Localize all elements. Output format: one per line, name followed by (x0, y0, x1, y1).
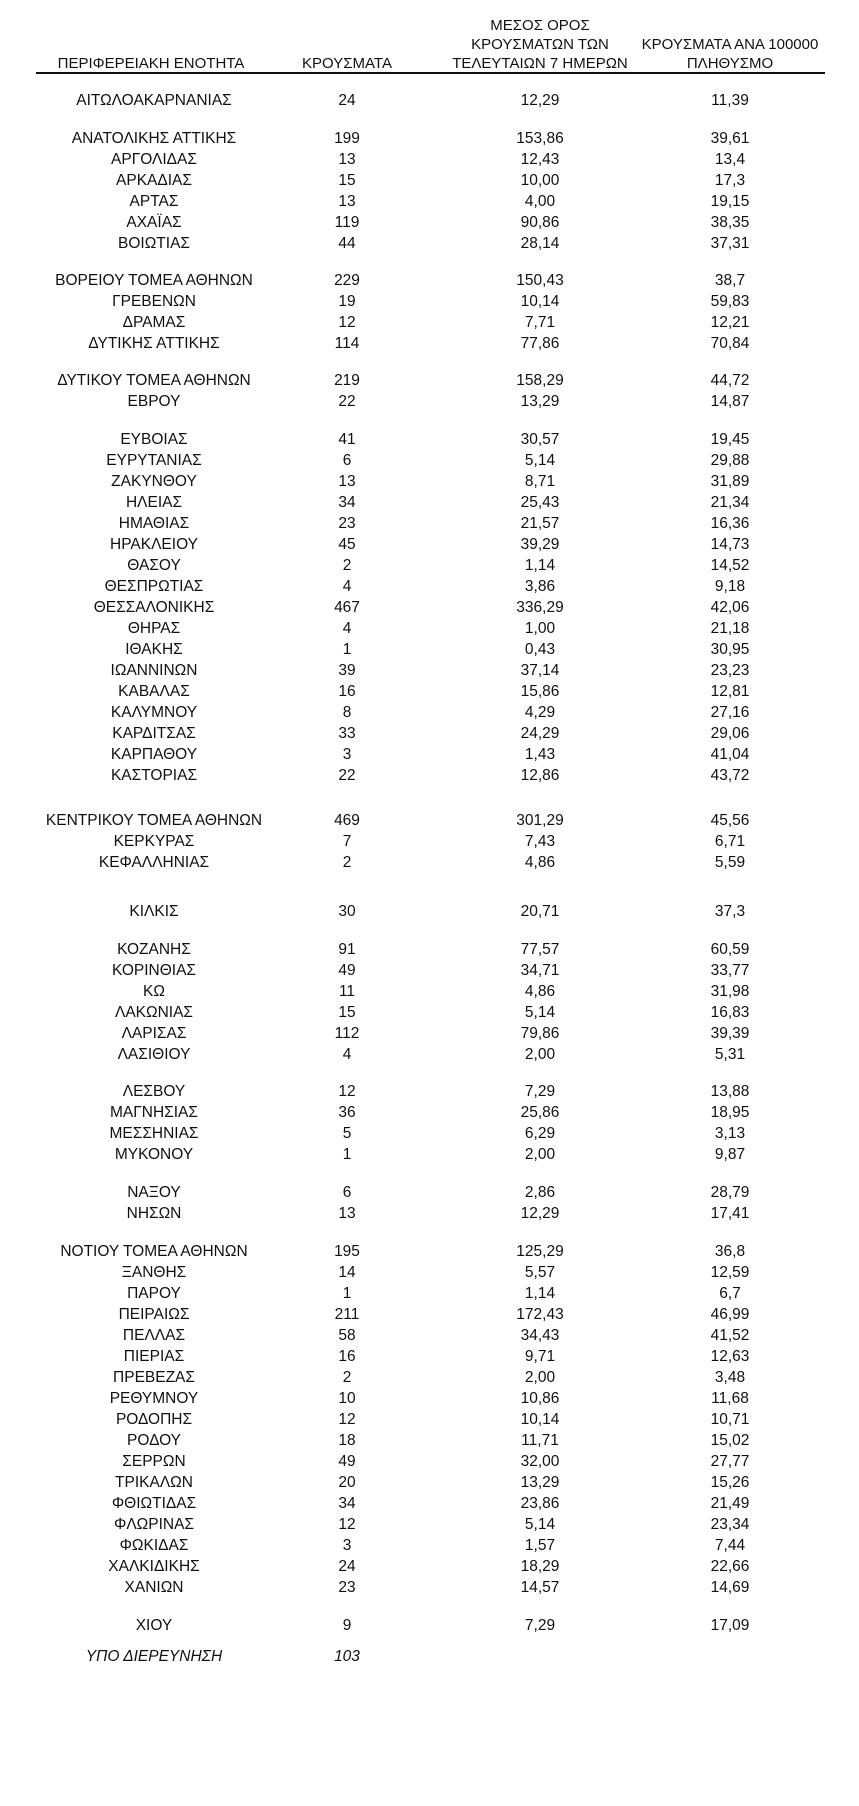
region-name: ΛΑΣΙΘΙΟΥ (117, 1046, 191, 1063)
avg-value: 301,29 (516, 812, 564, 829)
rate-value: 38,35 (710, 214, 750, 231)
cases-value: 467 (334, 599, 360, 616)
region-name: ΚΑΒΑΛΑΣ (118, 683, 190, 700)
avg-value: 10,00 (520, 172, 560, 189)
cases-value: 16 (338, 1348, 356, 1365)
avg-value: 12,43 (520, 151, 560, 168)
rate-value: 18,95 (710, 1104, 750, 1121)
rate-value: 21,34 (710, 494, 750, 511)
avg-value: 5,14 (524, 452, 556, 469)
cases-value: 13 (338, 473, 356, 490)
rate-value: 16,83 (710, 1004, 750, 1021)
cases-value: 1 (342, 1285, 352, 1302)
avg-value: 23,86 (520, 1495, 560, 1512)
rate-value: 41,04 (710, 746, 750, 763)
avg-value: 10,14 (520, 1411, 560, 1428)
avg-value: 11,71 (521, 1432, 559, 1449)
header-cases: ΚΡΟΥΣΜΑΤΑ (302, 55, 392, 72)
region-name: ΧΑΝΙΩΝ (124, 1579, 184, 1596)
avg-value: 5,14 (524, 1516, 556, 1533)
region-name: ΚΕΦΑΛΛΗΝΙΑΣ (98, 854, 210, 871)
rate-value: 17,09 (710, 1617, 750, 1634)
rate-value: 21,18 (710, 620, 750, 637)
avg-value: 6,29 (524, 1125, 556, 1142)
avg-value: 5,57 (524, 1264, 556, 1281)
region-name: ΡΟΔΟΠΗΣ (115, 1411, 193, 1428)
avg-value: 0,43 (524, 641, 556, 658)
region-name: ΠΑΡΟΥ (127, 1285, 181, 1302)
avg-value: 25,86 (520, 1104, 560, 1121)
avg-value: 34,71 (520, 962, 560, 979)
rate-value: 9,18 (714, 578, 746, 595)
avg-value: 13,29 (520, 393, 560, 410)
avg-value: 12,29 (520, 92, 560, 109)
avg-value: 30,57 (520, 431, 560, 448)
avg-value: 4,86 (524, 983, 556, 1000)
rate-value: 46,99 (710, 1306, 750, 1323)
cases-value: 23 (338, 1579, 356, 1596)
rate-value: 27,77 (710, 1453, 750, 1470)
cases-value: 6 (342, 1184, 352, 1201)
avg-value: 158,29 (516, 372, 564, 389)
region-name: ΠΕΙΡΑΙΩΣ (118, 1306, 190, 1323)
cases-value: 469 (334, 812, 360, 829)
rate-value: 41,52 (710, 1327, 750, 1344)
rate-value: 43,72 (710, 767, 750, 784)
region-name: ΤΡΙΚΑΛΩΝ (115, 1474, 193, 1491)
region-name: ΗΛΕΙΑΣ (125, 494, 183, 511)
avg-value: 14,57 (520, 1579, 560, 1596)
region-name: ΞΑΝΘΗΣ (121, 1264, 187, 1281)
avg-value: 10,86 (520, 1390, 560, 1407)
region-name: ΘΗΡΑΣ (127, 620, 181, 637)
region-name: ΙΩΑΝΝΙΝΩΝ (110, 662, 198, 679)
cases-value: 20 (338, 1474, 356, 1491)
cases-value: 199 (334, 130, 360, 147)
avg-value: 37,14 (520, 662, 560, 679)
rate-value: 6,7 (719, 1285, 741, 1302)
cases-value: 12 (338, 1516, 356, 1533)
region-name: ΜΕΣΣΗΝΙΑΣ (109, 1125, 199, 1142)
rate-value: 17,3 (714, 172, 746, 189)
avg-value: 20,71 (520, 903, 560, 920)
cases-value: 10 (338, 1390, 356, 1407)
avg-value: 5,14 (524, 1004, 556, 1021)
avg-value: 79,86 (520, 1025, 560, 1042)
region-name: ΚΟΖΑΝΗΣ (117, 941, 191, 958)
cases-value: 16 (338, 683, 356, 700)
cases-value: 34 (338, 1495, 356, 1512)
cases-value: 14 (338, 1264, 356, 1281)
rate-value: 59,83 (710, 293, 750, 310)
region-name: ΚΑΡΠΑΘΟΥ (110, 746, 198, 763)
cases-value: 49 (338, 962, 356, 979)
cases-value: 91 (338, 941, 356, 958)
avg-value: 28,14 (520, 235, 560, 252)
cases-value: 6 (342, 452, 352, 469)
region-name: ΔΥΤΙΚΗΣ ΑΤΤΙΚΗΣ (88, 335, 220, 352)
avg-value: 90,86 (520, 214, 560, 231)
cases-value: 1 (342, 641, 352, 658)
region-name: ΚΑΣΤΟΡΙΑΣ (110, 767, 198, 784)
avg-value: 7,43 (524, 833, 556, 850)
rate-value: 38,7 (714, 272, 746, 289)
avg-value: 9,71 (524, 1348, 556, 1365)
cases-value: 24 (338, 92, 356, 109)
region-name: ΗΡΑΚΛΕΙΟΥ (110, 536, 198, 553)
avg-value: 12,29 (520, 1205, 560, 1222)
cases-value: 11 (338, 983, 356, 1000)
region-name: ΚΑΛΥΜΝΟΥ (110, 704, 198, 721)
region-name: ΗΜΑΘΙΑΣ (118, 515, 190, 532)
region-name: ΝΗΣΩΝ (126, 1205, 182, 1222)
rate-value: 14,69 (710, 1579, 750, 1596)
cases-value: 3 (342, 1537, 352, 1554)
avg-value: 4,86 (524, 854, 556, 871)
region-name: ΑΙΤΩΛΟΑΚΑΡΝΑΝΙΑΣ (76, 92, 232, 109)
avg-value: 8,71 (524, 473, 556, 490)
rate-value: 60,59 (710, 941, 750, 958)
cases-value: 2 (342, 1369, 352, 1386)
region-name: ΘΑΣΟΥ (127, 557, 181, 574)
region-name: ΒΟΙΩΤΙΑΣ (118, 235, 190, 252)
avg-value: 153,86 (516, 130, 564, 147)
rate-value: 5,31 (714, 1046, 746, 1063)
avg-value: 1,00 (524, 620, 556, 637)
rate-value: 44,72 (710, 372, 750, 389)
avg-value: 39,29 (520, 536, 560, 553)
region-name: ΙΘΑΚΗΣ (125, 641, 183, 658)
header-avg (440, 16, 640, 73)
cases-value: 36 (338, 1104, 356, 1121)
cases-value: 34 (338, 494, 356, 511)
rate-value: 12,63 (710, 1348, 750, 1365)
region-name: ΔΥΤΙΚΟΥ ΤΟΜΕΑ ΑΘΗΝΩΝ (57, 372, 251, 389)
rate-value: 12,21 (710, 314, 750, 331)
region-name: ΡΕΘΥΜΝΟΥ (109, 1390, 199, 1407)
cases-value: 112 (334, 1025, 360, 1042)
cases-value: 41 (338, 431, 356, 448)
rate-value: 11,39 (711, 92, 749, 109)
rate-value: 14,73 (710, 536, 750, 553)
rate-value: 30,95 (710, 641, 750, 658)
header-rule (36, 72, 825, 74)
cases-value: 195 (334, 1243, 360, 1260)
cases-value: 15 (338, 1004, 356, 1021)
region-name: ΠΕΛΛΑΣ (122, 1327, 186, 1344)
avg-value: 10,14 (520, 293, 560, 310)
region-name: ΧΑΛΚΙΔΙΚΗΣ (108, 1558, 200, 1575)
cases-value: 30 (338, 903, 356, 920)
rate-value: 31,89 (710, 473, 750, 490)
region-name: ΛΑΚΩΝΙΑΣ (114, 1004, 194, 1021)
header-region: ΠΕΡΙΦΕΡΕΙΑΚΗ ΕΝΟΤΗΤΑ (57, 55, 245, 72)
cases-value: 2 (342, 557, 352, 574)
cases-value: 3 (342, 746, 352, 763)
rate-value: 17,41 (710, 1205, 750, 1222)
avg-value: 125,29 (516, 1243, 564, 1260)
rate-value: 39,39 (710, 1025, 750, 1042)
cases-value: 12 (338, 1411, 356, 1428)
cases-value: 114 (334, 335, 360, 352)
rate-value: 70,84 (710, 335, 750, 352)
cases-value: 12 (338, 1083, 356, 1100)
region-name: ΦΛΩΡΙΝΑΣ (113, 1516, 195, 1533)
header-rate-line: ΠΛΗΘΥΣΜΟ (686, 55, 774, 72)
region-name: ΘΕΣΠΡΩΤΙΑΣ (104, 578, 204, 595)
rate-value: 12,59 (710, 1264, 750, 1281)
region-name: ΑΡΓΟΛΙΔΑΣ (111, 151, 197, 168)
region-name: ΛΑΡΙΣΑΣ (121, 1025, 187, 1042)
cases-value: 5 (342, 1125, 352, 1142)
header-avg-line: ΤΕΛΕΥΤΑΙΩΝ 7 ΗΜΕΡΩΝ (452, 55, 628, 72)
rate-value: 22,66 (710, 1558, 750, 1575)
rate-value: 28,79 (710, 1184, 750, 1201)
header-rate (630, 35, 830, 73)
avg-value: 150,43 (516, 272, 564, 289)
cases-value: 58 (338, 1327, 356, 1344)
region-name: ΦΩΚΙΔΑΣ (119, 1537, 189, 1554)
rate-value: 3,13 (714, 1125, 746, 1142)
cases-value: 7 (342, 833, 352, 850)
rate-value: 7,44 (714, 1537, 746, 1554)
region-name: ΔΡΑΜΑΣ (122, 314, 186, 331)
avg-value: 1,14 (524, 557, 556, 574)
cases-value: 8 (342, 704, 352, 721)
region-name: ΦΘΙΩΤΙΔΑΣ (111, 1495, 197, 1512)
avg-value: 24,29 (520, 725, 560, 742)
avg-value: 77,57 (520, 941, 560, 958)
rate-value: 33,77 (710, 962, 750, 979)
cases-value: 4 (342, 1046, 352, 1063)
cases-value: 211 (334, 1306, 360, 1323)
cases-value: 18 (338, 1432, 356, 1449)
rate-value: 13,88 (710, 1083, 750, 1100)
region-name: ΚΙΛΚΙΣ (129, 903, 179, 920)
cases-value: 24 (338, 1558, 356, 1575)
region-name: ΑΡΤΑΣ (129, 193, 179, 210)
rate-value: 27,16 (710, 704, 750, 721)
avg-value: 2,00 (524, 1046, 556, 1063)
avg-value: 15,86 (520, 683, 560, 700)
header-avg-line: ΜΕΣΟΣ ΟΡΟΣ (490, 17, 590, 34)
cases-value: 13 (338, 151, 356, 168)
avg-value: 34,43 (520, 1327, 560, 1344)
avg-value: 4,00 (524, 193, 556, 210)
region-name: ΜΑΓΝΗΣΙΑΣ (110, 1104, 198, 1121)
rate-value: 23,34 (710, 1516, 750, 1533)
region-name: ΝΟΤΙΟΥ ΤΟΜΕΑ ΑΘΗΝΩΝ (60, 1243, 248, 1260)
cases-value: 1 (342, 1146, 352, 1163)
region-name: ΠΡΕΒΕΖΑΣ (113, 1369, 195, 1386)
region-name: ΡΟΔΟΥ (127, 1432, 181, 1449)
avg-value: 172,43 (516, 1306, 564, 1323)
avg-value: 1,14 (524, 1285, 556, 1302)
region-name: ΚΕΡΚΥΡΑΣ (113, 833, 195, 850)
region-name: ΚΩ (143, 983, 165, 1000)
avg-value: 7,71 (524, 314, 556, 331)
rate-value: 19,45 (710, 431, 750, 448)
rate-value: 37,3 (714, 903, 746, 920)
region-name: ΣΕΡΡΩΝ (122, 1453, 186, 1470)
avg-value: 4,29 (524, 704, 556, 721)
region-name: ΓΡΕΒΕΝΩΝ (112, 293, 196, 310)
region-name: ΠΙΕΡΙΑΣ (123, 1348, 185, 1365)
region-name: ΕΒΡΟΥ (127, 393, 181, 410)
rate-value: 11,68 (711, 1390, 749, 1407)
rate-value: 13,4 (714, 151, 746, 168)
cases-value: 49 (338, 1453, 356, 1470)
footer-cases: 103 (334, 1648, 360, 1665)
cases-value: 4 (342, 578, 352, 595)
rate-value: 36,8 (714, 1243, 746, 1260)
avg-value: 7,29 (524, 1617, 556, 1634)
rate-value: 14,52 (710, 557, 750, 574)
region-name: ΕΥΒΟΙΑΣ (120, 431, 188, 448)
rate-value: 15,02 (710, 1432, 750, 1449)
region-name: ΘΕΣΣΑΛΟΝΙΚΗΣ (93, 599, 215, 616)
rate-value: 10,71 (710, 1411, 750, 1428)
rate-value: 42,06 (710, 599, 750, 616)
rate-value: 37,31 (710, 235, 750, 252)
rate-value: 31,98 (710, 983, 750, 1000)
rate-value: 45,56 (710, 812, 750, 829)
cases-value: 33 (338, 725, 356, 742)
rate-value: 12,81 (710, 683, 750, 700)
avg-value: 3,86 (524, 578, 556, 595)
avg-value: 7,29 (524, 1083, 556, 1100)
footer-label: ΥΠΟ ΔΙΕΡΕΥΝΗΣΗ (85, 1648, 223, 1665)
avg-value: 77,86 (520, 335, 560, 352)
rate-value: 15,26 (710, 1474, 750, 1491)
region-name: ΛΕΣΒΟΥ (122, 1083, 186, 1100)
rate-value: 29,06 (710, 725, 750, 742)
cases-value: 2 (342, 854, 352, 871)
avg-value: 13,29 (520, 1474, 560, 1491)
cases-value: 15 (338, 172, 356, 189)
rate-value: 3,48 (714, 1369, 746, 1386)
region-name: ΑΝΑΤΟΛΙΚΗΣ ΑΤΤΙΚΗΣ (71, 130, 237, 147)
cases-value: 229 (334, 272, 360, 289)
rate-value: 16,36 (710, 515, 750, 532)
region-name: ΒΟΡΕΙΟΥ ΤΟΜΕΑ ΑΘΗΝΩΝ (55, 272, 253, 289)
cases-value: 44 (338, 235, 356, 252)
avg-value: 18,29 (520, 1558, 560, 1575)
cases-value: 22 (338, 393, 356, 410)
avg-value: 1,43 (524, 746, 556, 763)
avg-value: 25,43 (520, 494, 560, 511)
cases-value: 4 (342, 620, 352, 637)
rate-value: 5,59 (714, 854, 746, 871)
rate-value: 21,49 (710, 1495, 750, 1512)
header-avg-line: ΚΡΟΥΣΜΑΤΩΝ ΤΩΝ (471, 36, 609, 53)
region-name: ΚΑΡΔΙΤΣΑΣ (112, 725, 196, 742)
cases-value: 39 (338, 662, 356, 679)
rate-value: 14,87 (710, 393, 750, 410)
rate-value: 39,61 (710, 130, 750, 147)
region-name: ΚΟΡΙΝΘΙΑΣ (111, 962, 197, 979)
region-name: ΝΑΞΟΥ (127, 1184, 181, 1201)
cases-value: 219 (334, 372, 360, 389)
avg-value: 336,29 (516, 599, 564, 616)
rate-value: 23,23 (710, 662, 750, 679)
cases-value: 45 (338, 536, 356, 553)
avg-value: 2,00 (524, 1146, 556, 1163)
avg-value: 21,57 (520, 515, 560, 532)
cases-value: 13 (338, 1205, 356, 1222)
avg-value: 1,57 (524, 1537, 556, 1554)
header-rate-line: ΚΡΟΥΣΜΑΤΑ ΑΝΑ 100000 (641, 36, 819, 53)
avg-value: 12,86 (520, 767, 560, 784)
cases-value: 22 (338, 767, 356, 784)
region-name: ΕΥΡΥΤΑΝΙΑΣ (106, 452, 202, 469)
region-name: ΑΡΚΑΔΙΑΣ (116, 172, 192, 189)
rate-value: 19,15 (710, 193, 750, 210)
cases-value: 119 (334, 214, 360, 231)
region-name: ΑΧΑΪΑΣ (126, 214, 182, 231)
avg-value: 2,86 (524, 1184, 556, 1201)
rate-value: 9,87 (714, 1146, 746, 1163)
avg-value: 32,00 (520, 1453, 560, 1470)
avg-value: 2,00 (524, 1369, 556, 1386)
cases-value: 19 (338, 293, 356, 310)
cases-value: 23 (338, 515, 356, 532)
region-name: ΖΑΚΥΝΘΟΥ (111, 473, 197, 490)
region-name: ΚΕΝΤΡΙΚΟΥ ΤΟΜΕΑ ΑΘΗΝΩΝ (45, 812, 263, 829)
rate-value: 29,88 (710, 452, 750, 469)
region-name: ΜΥΚΟΝΟΥ (114, 1146, 194, 1163)
cases-value: 13 (338, 193, 356, 210)
region-name: ΧΙΟΥ (135, 1617, 173, 1634)
rate-value: 6,71 (714, 833, 746, 850)
cases-value: 12 (338, 314, 356, 331)
cases-value: 9 (342, 1617, 352, 1634)
